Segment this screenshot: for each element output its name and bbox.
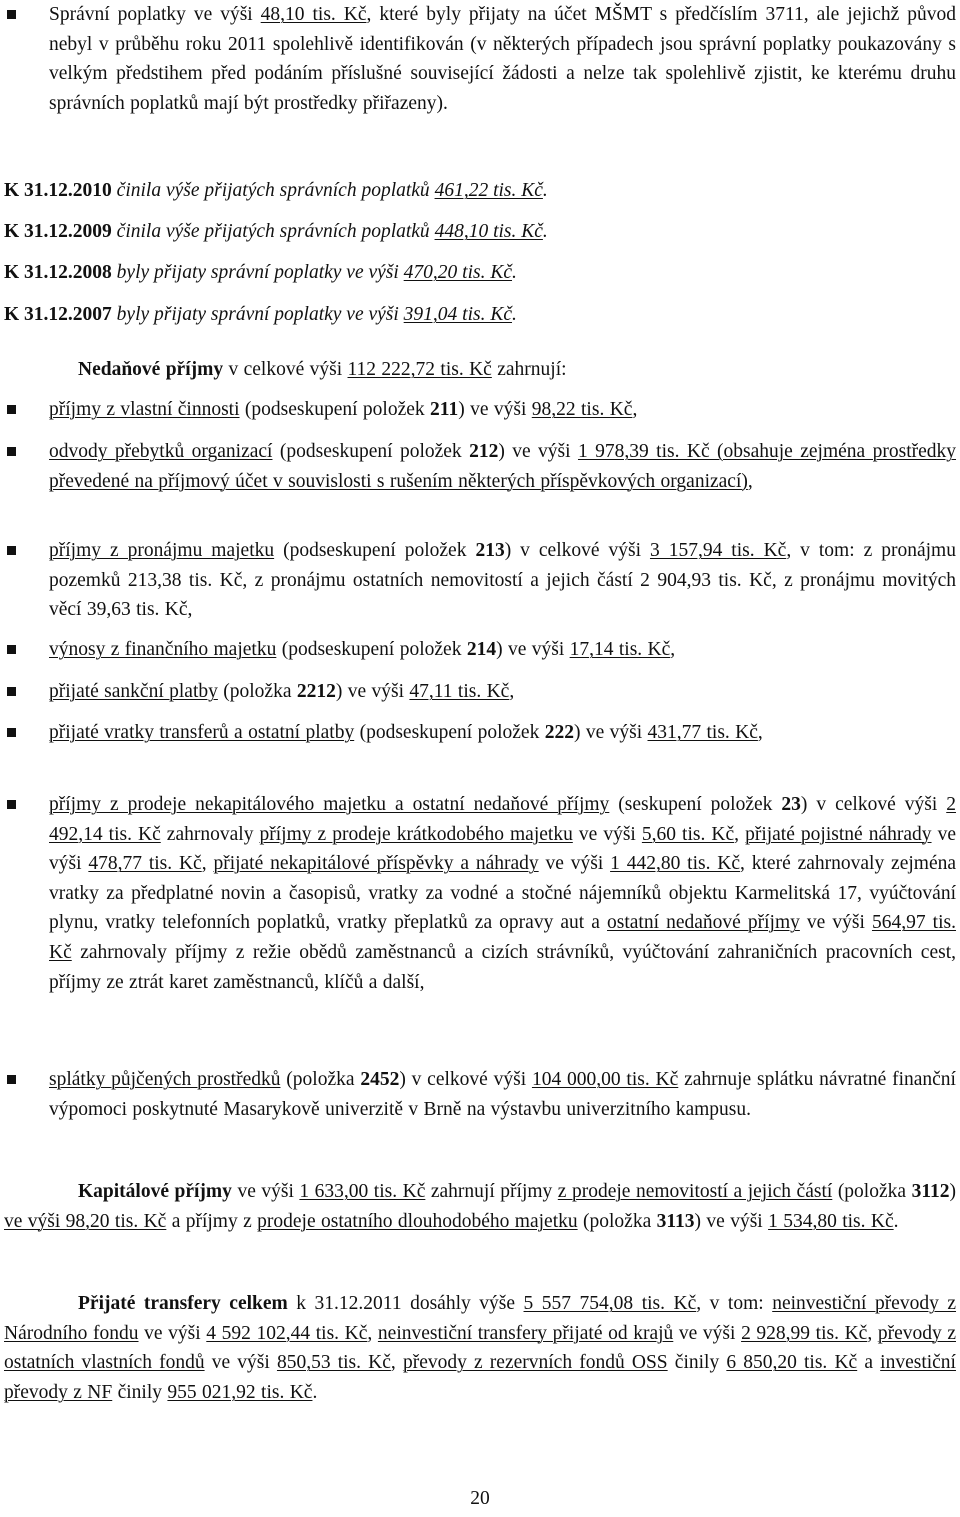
item-term: přijaté sankční platby xyxy=(49,681,218,702)
text-segment: . xyxy=(542,221,548,242)
text-segment: činily xyxy=(667,1352,727,1374)
amount: ve výši 98,20 tis. Kč xyxy=(4,1210,167,1232)
item-code: 213 xyxy=(475,540,505,561)
text-segment: . xyxy=(893,1210,899,1232)
item-term: přijaté nekapitálové příspěvky a náhrady xyxy=(213,853,539,875)
text-segment: , xyxy=(201,853,214,875)
text-segment: ve výši xyxy=(538,853,611,875)
amount: 431,77 tis. Kč xyxy=(647,722,758,743)
item-term: výnosy z finančního majetku xyxy=(49,639,277,660)
text-segment: ) ve výši xyxy=(496,639,570,660)
text-segment: , xyxy=(390,1352,403,1374)
amount: 564,97 tis. Kč xyxy=(49,912,956,963)
bullet-vlastni-cinnost xyxy=(0,395,956,425)
text-segment: , které zahrnovaly zejména vratky za předplatné novin a časopisů, vratky za vodné a stočné nájemníků objektu Karmelitská 17, vyúčtování plynu, vratky telefonních poplatků, vratky přeplatků za opravy aut a xyxy=(49,853,957,934)
item-term: investiční převody z NF xyxy=(4,1352,956,1403)
text-segment: (položka xyxy=(280,1069,361,1090)
text-segment: ve výši xyxy=(49,823,956,875)
amount: 112 222,72 tis. Kč xyxy=(347,359,492,380)
paragraph-body xyxy=(49,1065,956,1124)
text-segment: . xyxy=(512,304,517,325)
kapitalove-prijmy-paragraph xyxy=(4,1177,956,1236)
text-segment: byly přijaty správní poplatky ve výši xyxy=(111,304,404,325)
text-segment: ) ve výši xyxy=(573,722,648,743)
heading-term: Kapitálové příjmy xyxy=(78,1181,232,1202)
item-code: 2452 xyxy=(360,1069,400,1090)
amount: 47,11 tis. Kč xyxy=(409,681,510,702)
paragraph-body xyxy=(49,635,956,665)
text-segment: , xyxy=(367,1322,378,1344)
k-2009-line xyxy=(4,217,548,246)
text-segment: ve výši xyxy=(673,1322,742,1344)
amount: 850,53 tis. Kč xyxy=(276,1352,391,1374)
amount: 955 021,92 tis. Kč xyxy=(167,1381,313,1403)
square-bullet-icon xyxy=(7,645,16,654)
text-segment: ) ve výši xyxy=(458,399,532,420)
item-term: příjmy z vlastní činnosti xyxy=(49,399,240,420)
bullet-splatky-pujcenych-prostredku xyxy=(0,1065,956,1124)
k-2007-line xyxy=(4,300,517,329)
amount: 5 557 754,08 tis. Kč xyxy=(523,1293,697,1314)
text-segment: zahrnují: xyxy=(491,359,567,380)
bullet-pronajem-majetku xyxy=(0,536,956,625)
text-segment: , v tom: xyxy=(696,1293,773,1314)
item-code: 214 xyxy=(466,639,497,660)
amount: 391,04 tis. Kč xyxy=(403,304,513,325)
amount: 4 592 102,44 tis. Kč xyxy=(206,1322,368,1344)
paragraph-body xyxy=(49,677,956,707)
item-code: 222 xyxy=(544,722,574,743)
amount: 1 534,80 tis. Kč xyxy=(768,1210,894,1232)
item-term: přijaté vratky transferů a ostatní platby xyxy=(49,722,355,743)
amount: 17,14 tis. Kč xyxy=(569,639,671,660)
text-segment: zahrnovaly xyxy=(160,823,260,845)
item-code: 3112 xyxy=(911,1181,950,1202)
date-label: K 31.12.2008 xyxy=(4,262,112,283)
item-term: prodeje ostatního dlouhodobého majetku xyxy=(257,1210,578,1232)
paragraph-body xyxy=(49,536,956,625)
amount: 6 850,20 tis. Kč xyxy=(726,1352,858,1374)
amount: 98,22 tis. Kč xyxy=(531,399,633,420)
text-segment: byly přijaty správní poplatky ve výši xyxy=(111,262,404,283)
item-code: 2212 xyxy=(296,681,336,702)
item-code: 3113 xyxy=(656,1210,695,1232)
text-segment: ) ve výši xyxy=(694,1210,769,1232)
paragraph-body xyxy=(49,437,956,496)
text-segment: Správní poplatky ve výši xyxy=(49,4,261,25)
amount: 48,10 tis. Kč xyxy=(260,4,367,25)
nedanove-prijmy-heading xyxy=(78,355,956,385)
text-segment: ) v celkové výši xyxy=(800,794,947,815)
bullet-sankcni-platby xyxy=(0,677,956,707)
item-code: 212 xyxy=(469,441,499,462)
text-segment: a příjmy z xyxy=(166,1210,258,1232)
text-segment: ve výši xyxy=(231,1181,300,1202)
bullet-odvody-prebytku xyxy=(0,437,956,496)
k-2008-line xyxy=(4,258,517,287)
item-term: příjmy z pronájmu majetku xyxy=(49,540,275,561)
text-segment: ) xyxy=(949,1181,956,1202)
item-term: převody z ostatních vlastních fondů xyxy=(4,1322,956,1374)
item-term: převody z rezervních fondů OSS xyxy=(402,1352,668,1374)
text-segment: , xyxy=(867,1322,878,1344)
amount: 470,20 tis. Kč xyxy=(403,262,513,283)
amount: 1 978,39 tis. Kč (obsahuje zejména prostředky převedené na příjmový účet v souvislosti s rušením některých příspěvkových organizací) xyxy=(49,441,957,492)
heading-term: Nedaňové příjmy xyxy=(78,359,224,380)
square-bullet-icon xyxy=(7,728,16,737)
item-term: ostatní nedaňové příjmy xyxy=(607,912,800,934)
text-segment: . xyxy=(312,1381,318,1403)
text-segment: , xyxy=(734,823,746,845)
text-segment: ) ve výši xyxy=(498,441,578,462)
amount: 448,10 tis. Kč xyxy=(434,221,543,242)
text-segment: činily xyxy=(112,1381,168,1403)
square-bullet-icon xyxy=(7,1075,16,1084)
paragraph-body xyxy=(49,790,956,997)
date-label: K 31.12.2007 xyxy=(4,304,112,325)
square-bullet-icon xyxy=(7,687,16,696)
text-segment: v celkové výši xyxy=(223,359,348,380)
text-segment: (podseskupení položek xyxy=(274,540,476,561)
bullet-nekapitalovy-majetek xyxy=(0,790,956,997)
text-segment: (položka xyxy=(832,1181,912,1202)
amount: 3 157,94 tis. Kč xyxy=(649,540,787,561)
date-label: K 31.12.2010 xyxy=(4,180,112,201)
item-term: neinvestiční převody z Národního fondu xyxy=(4,1293,957,1344)
text-segment: ) v celkové výši xyxy=(504,540,650,561)
text-segment: zahrnovaly příjmy z režie obědů zaměstnanců a cizích strávníků, vyúčtování zahraničních pracovních cest, příjmy ze ztrát karet zaměstnanců, klíčů a další, xyxy=(49,941,956,993)
text-segment: ) ve výši xyxy=(335,681,410,702)
text-segment: , xyxy=(509,681,515,702)
text-segment: činila výše přijatých správních poplatků xyxy=(111,221,435,242)
item-term: příjmy z prodeje nekapitálového majetku a ostatní nedaňové příjmy xyxy=(49,794,610,815)
square-bullet-icon xyxy=(7,800,16,809)
amount: 5,60 tis. Kč xyxy=(641,823,735,845)
text-segment: (položka xyxy=(577,1210,657,1232)
item-term: z prodeje nemovitostí a jejich částí xyxy=(557,1181,833,1202)
text-segment: , xyxy=(747,470,753,492)
item-code: 211 xyxy=(430,399,459,420)
text-segment: (podseskupení položek xyxy=(354,722,545,743)
text-segment: zahrnují příjmy xyxy=(425,1181,558,1202)
text-segment: , které byly přijaty na účet MŠMT s předčíslím 3711, ale jejichž původ nebyl v průběhu roku 2011 spolehlivě identifikován (v některých případech jsou správní poplatky poukazovány s velkým předstihem před podáním příslušné související žádosti a nelze tak spolehlivě zjistit, ke kterému druhu správních poplatků mají být prostředky přiřazeny). xyxy=(49,4,956,114)
text-segment: (seskupení položek xyxy=(609,794,782,815)
item-term: splátky půjčených prostředků xyxy=(49,1069,281,1090)
item-code: 23 xyxy=(781,794,801,815)
text-segment: ve výši xyxy=(204,1352,277,1374)
text-segment: činila výše přijatých správních poplatků xyxy=(111,180,435,201)
heading-term: Přijaté transfery celkem xyxy=(78,1293,288,1314)
paragraph-body xyxy=(49,395,956,425)
text-segment: , v tom: z pronájmu pozemků 213,38 tis. Kč, z pronájmu ostatních nemovitostí a jejich částí 2 904,93 tis. Kč, z pronájmu movitých věcí 39,63 tis. Kč, xyxy=(49,540,956,621)
bullet-spravni-poplatky xyxy=(0,0,956,118)
amount: 104 000,00 tis. Kč xyxy=(531,1069,679,1090)
item-term: přijaté pojistné náhrady xyxy=(745,823,932,845)
page-number: 20 xyxy=(470,1488,490,1509)
text-segment: k 31.12.2011 dosáhly výše xyxy=(287,1293,524,1314)
amount: 478,77 tis. Kč xyxy=(88,853,202,875)
paragraph-body xyxy=(49,718,956,748)
text-segment: . xyxy=(512,262,517,283)
text-segment: (podseskupení položek xyxy=(276,639,467,660)
text-segment: ve výši xyxy=(799,912,872,934)
text-segment: (podseskupení položek xyxy=(272,441,470,462)
square-bullet-icon xyxy=(7,546,16,555)
text-segment: . xyxy=(542,180,548,201)
text-segment: ve výši xyxy=(138,1322,207,1344)
k-2010-line xyxy=(4,176,548,205)
item-term: příjmy z prodeje krátkodobého majetku xyxy=(259,823,573,845)
amount: 461,22 tis. Kč xyxy=(434,180,543,201)
amount: 1 442,80 tis. Kč xyxy=(610,853,741,875)
prijate-transfery-paragraph xyxy=(4,1289,956,1407)
text-segment: zahrnuje splátku návratné finanční výpomoci poskytnuté Masarykově univerzitě v Brně na výstavbu univerzitního kampusu. xyxy=(49,1069,956,1120)
bullet-financni-majetek xyxy=(0,635,956,665)
text-segment: a xyxy=(857,1352,881,1374)
square-bullet-icon xyxy=(7,447,16,456)
text-segment: (položka xyxy=(217,681,297,702)
square-bullet-icon xyxy=(7,10,16,19)
item-term: neinvestiční transfery přijaté od krajů xyxy=(377,1322,674,1344)
text-segment: , xyxy=(757,722,763,743)
text-segment: (podseskupení položek xyxy=(239,399,431,420)
square-bullet-icon xyxy=(7,405,16,414)
date-label: K 31.12.2009 xyxy=(4,221,112,242)
amount: 2 492,14 tis. Kč xyxy=(49,794,956,845)
text-segment: ve výši xyxy=(572,823,642,845)
bullet-vratky-transferu xyxy=(0,718,956,748)
text-segment: , xyxy=(632,399,638,420)
text-segment: , xyxy=(670,639,676,660)
item-term: odvody přebytků organizací xyxy=(49,441,273,462)
text-segment: ) v celkové výši xyxy=(399,1069,532,1090)
amount: 2 928,99 tis. Kč xyxy=(741,1322,868,1344)
amount: 1 633,00 tis. Kč xyxy=(299,1181,426,1202)
paragraph-body xyxy=(49,0,956,118)
